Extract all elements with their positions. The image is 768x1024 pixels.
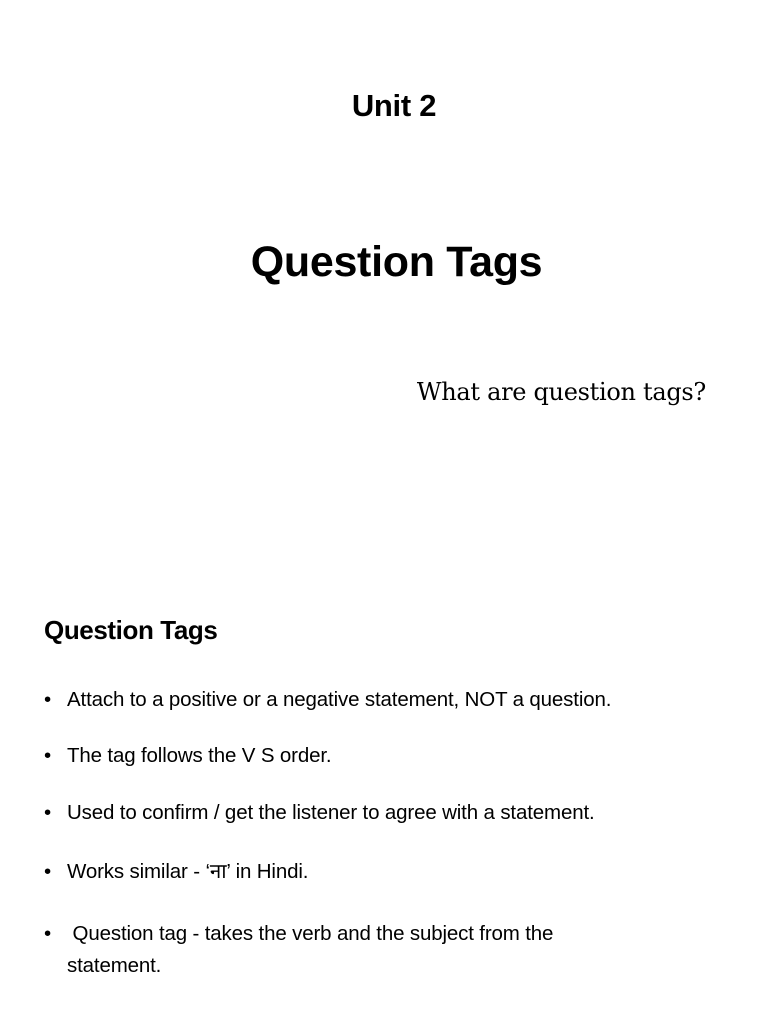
list-item xyxy=(44,797,724,829)
bullet-text: Works similar - ‘ना’ in Hindi. xyxy=(67,860,309,883)
unit-label: Unit 2 xyxy=(351,88,437,123)
bullet-text: Attach to a positive or a negative statement, NOT a question. xyxy=(67,688,612,711)
bullet-text: Question tag - takes the verb and the subject from the statement. xyxy=(67,922,559,977)
list-item xyxy=(44,918,724,982)
bullet-icon: • xyxy=(44,688,52,711)
slide-title: Question Tags xyxy=(250,238,543,286)
list-item xyxy=(44,684,724,716)
section-heading: Question Tags xyxy=(44,615,218,645)
bullet-icon: • xyxy=(44,801,52,824)
list-item xyxy=(44,856,724,888)
bullet-text: The tag follows the V S order. xyxy=(67,744,332,767)
bullet-icon: • xyxy=(44,860,52,883)
bullet-icon: • xyxy=(44,744,52,767)
slide-subtitle: What are question tags? xyxy=(416,378,706,406)
list-item xyxy=(44,740,724,772)
bullet-icon: • xyxy=(44,922,52,945)
bullet-text: Used to confirm / get the listener to agree with a statement. xyxy=(67,801,595,824)
content-slide xyxy=(0,560,768,1024)
